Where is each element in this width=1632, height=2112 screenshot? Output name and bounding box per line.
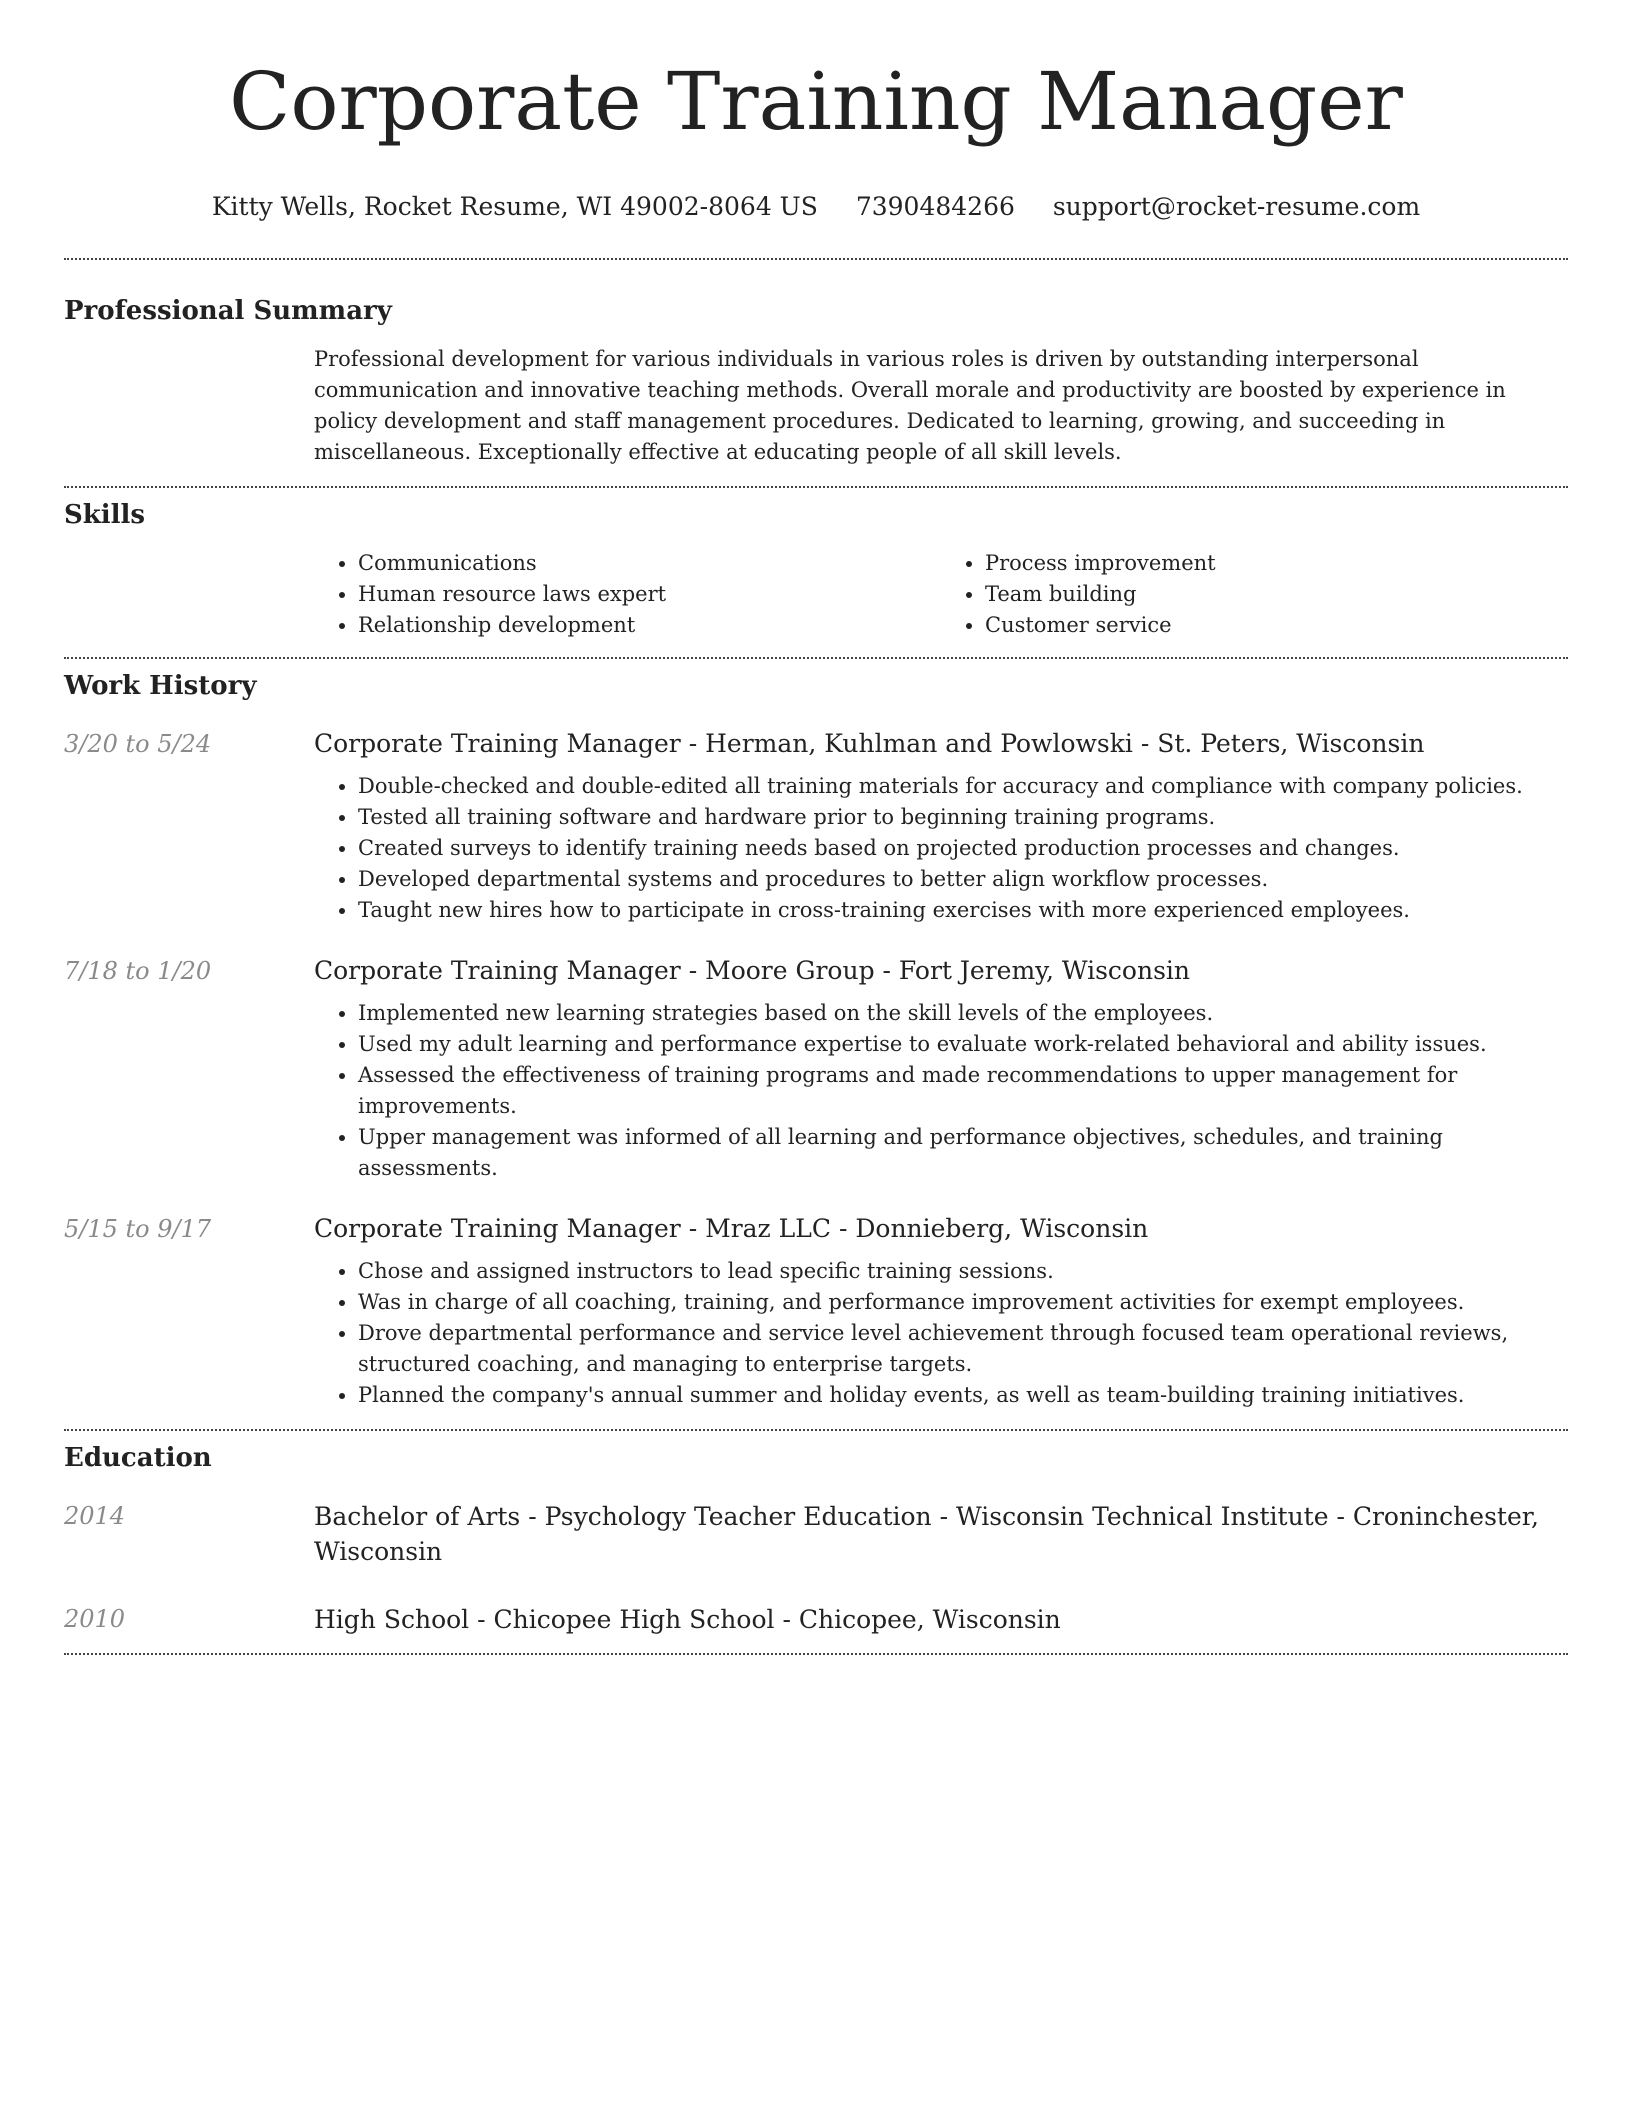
- job-bullet: • Implemented new learning strategies based on the skill levels of the employees.: [358, 998, 1568, 1029]
- summary-text: Professional development for various individuals in various roles is driven by outstanding interpersonal communication and innovative teaching methods. Overall morale and productivity are boosted by experience in policy development and staff management procedures. Dedicated to learning, growing, and succeeding in miscellaneous. Exceptionally effective at educating people of all skill levels.: [314, 347, 1506, 464]
- job-bullet: • Taught new hires how to participate in cross-training exercises with more experienced employees.: [358, 895, 1568, 926]
- education-section: [64, 1431, 1568, 1637]
- job-bullet: • Assessed the effectiveness of training programs and made recommendations to upper management for improvements.: [358, 1060, 1568, 1122]
- job-dates: 5/15 to 9/17: [64, 1215, 212, 1243]
- skills-list-right: [941, 548, 1568, 641]
- contact-line: [64, 190, 1568, 224]
- job-entry: [64, 727, 1568, 926]
- skill-item: • Team building: [985, 579, 1568, 610]
- job-bullet: • Was in charge of all coaching, training, and performance improvement activities for exempt employees.: [358, 1287, 1568, 1318]
- education-year: 2014: [64, 1502, 126, 1530]
- education-entry: [64, 1499, 1568, 1569]
- section-heading-education: Education: [64, 1443, 212, 1473]
- job-bullet: • Upper management was informed of all learning and performance objectives, schedules, and training assessments.: [358, 1122, 1568, 1184]
- education-title: High School - Chicopee High School - Chicopee, Wisconsin: [314, 1605, 1061, 1634]
- job-entry: [64, 1212, 1568, 1411]
- job-bullet: • Planned the company's annual summer and holiday events, as well as team-building training initiatives.: [358, 1380, 1568, 1411]
- job-bullet: • Used my adult learning and performance expertise to evaluate work-related behavioral and ability issues.: [358, 1029, 1568, 1060]
- job-title: Corporate Training Manager - Moore Group - Fort Jeremy, Wisconsin: [314, 956, 1191, 985]
- job-entry: [64, 954, 1568, 1184]
- skill-item: • Human resource laws expert: [358, 579, 941, 610]
- skills-section: [64, 488, 1568, 641]
- job-title: Corporate Training Manager - Mraz LLC - Donnieberg, Wisconsin: [314, 1214, 1149, 1243]
- skill-item: • Relationship development: [358, 610, 941, 641]
- skill-item: • Customer service: [985, 610, 1568, 641]
- page-title: Corporate Training Manager: [229, 55, 1403, 148]
- education-entry: [64, 1602, 1568, 1637]
- job-bullet: • Tested all training software and hardware prior to beginning training programs.: [358, 802, 1568, 833]
- skills-list-left: [314, 548, 941, 641]
- work-section: [64, 659, 1568, 1411]
- skill-item: • Process improvement: [985, 548, 1568, 579]
- section-heading-skills: Skills: [64, 500, 146, 530]
- contact-phone: 7390484266: [855, 192, 1015, 221]
- education-title: Bachelor of Arts - Psychology Teacher Education - Wisconsin Technical Institute - Croninchester, Wisconsin: [314, 1502, 1539, 1566]
- job-bullet: • Created surveys to identify training needs based on projected production processes and changes.: [358, 833, 1568, 864]
- job-dates: 7/18 to 1/20: [64, 957, 212, 985]
- summary-section: [64, 260, 1568, 468]
- job-title: Corporate Training Manager - Herman, Kuhlman and Powlowski - St. Peters, Wisconsin: [314, 729, 1425, 758]
- job-bullets: [314, 1256, 1568, 1411]
- job-bullet: • Drove departmental performance and service level achievement through focused team operational reviews, structured coaching, and managing to enterprise targets.: [358, 1318, 1568, 1380]
- job-bullet: • Developed departmental systems and procedures to better align workflow processes.: [358, 864, 1568, 895]
- contact-address: Kitty Wells, Rocket Resume, WI 49002-8064 US: [211, 192, 818, 221]
- section-heading-summary: Professional Summary: [64, 296, 392, 326]
- contact-email: support@rocket-resume.com: [1052, 192, 1421, 221]
- job-bullets: [314, 998, 1568, 1184]
- job-bullets: [314, 771, 1568, 926]
- job-bullet: • Double-checked and double-edited all training materials for accuracy and compliance with company policies.: [358, 771, 1568, 802]
- section-heading-work: Work History: [64, 671, 257, 701]
- job-bullet: • Chose and assigned instructors to lead specific training sessions.: [358, 1256, 1568, 1287]
- divider: [64, 1653, 1568, 1655]
- education-year: 2010: [64, 1605, 126, 1633]
- job-dates: 3/20 to 5/24: [64, 730, 212, 758]
- skill-item: • Communications: [358, 548, 941, 579]
